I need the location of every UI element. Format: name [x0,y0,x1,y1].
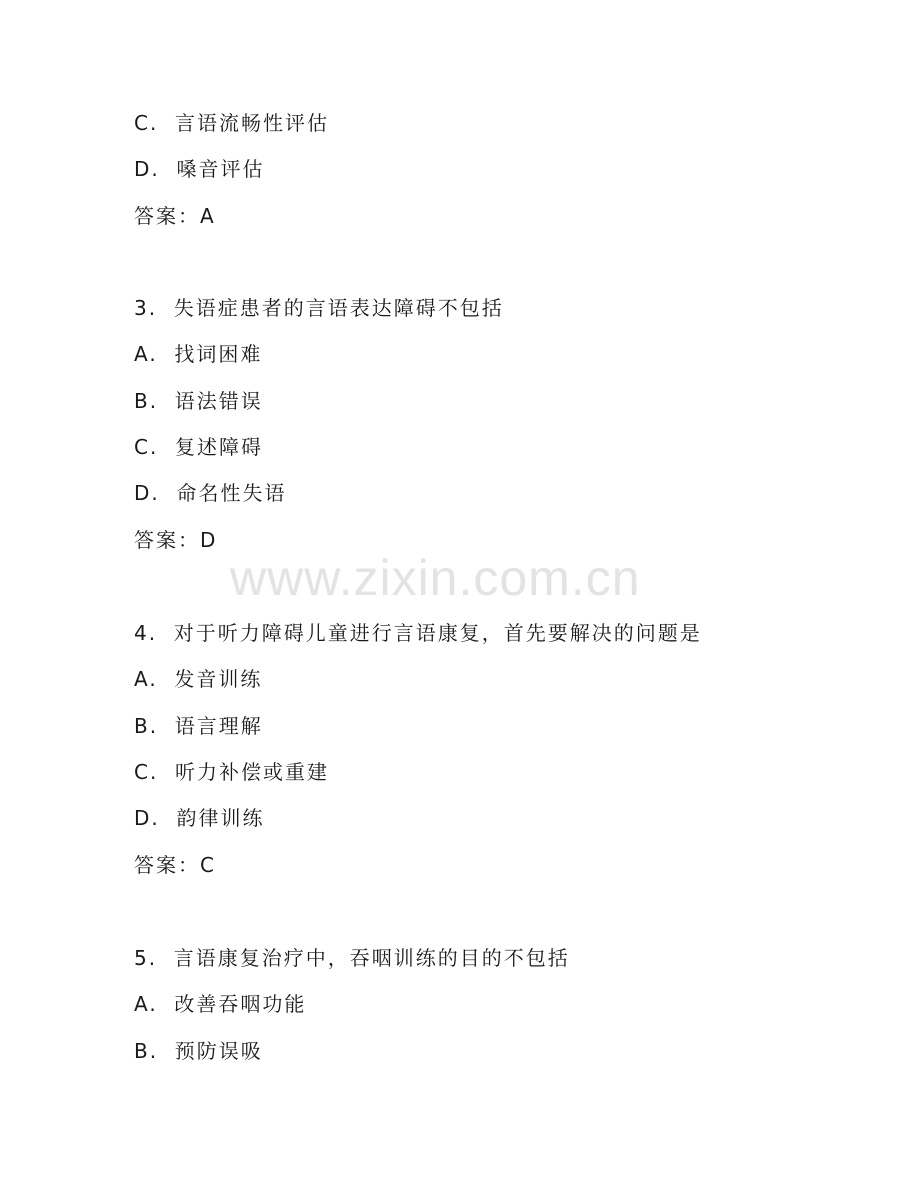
option-c-q2: C. 言语流畅性评估 [134,111,330,135]
question-4: 4. 对于听力障碍儿童进行言语康复，首先要解决的问题是 [134,621,702,645]
watermark: www.zixin.com.cn [230,550,641,606]
question-5: 5. 言语康复治疗中，吞咽训练的目的不包括 [134,946,570,970]
question-3: 3. 失语症患者的言语表达障碍不包括 [134,296,504,320]
option-a-q4: A. 发音训练 [134,667,263,691]
option-a-q3: A. 找词困难 [134,342,263,366]
option-c-q3: C. 复述障碍 [134,435,264,459]
option-d-q3: D. 命名性失语 [134,481,287,505]
answer-q2: 答案：A [134,204,216,228]
answer-q4: 答案：C [134,853,216,877]
option-c-q4: C. 听力补偿或重建 [134,760,330,784]
option-d-q4: D. 韵律训练 [134,806,265,830]
option-b-q3: B. 语法错误 [134,389,263,413]
option-b-q4: B. 语言理解 [134,714,263,738]
option-b-q5: B. 预防误吸 [134,1039,263,1063]
answer-q3: 答案：D [134,528,218,552]
option-a-q5: A. 改善吞咽功能 [134,992,307,1016]
option-d-q2: D. 嗓音评估 [134,157,265,181]
